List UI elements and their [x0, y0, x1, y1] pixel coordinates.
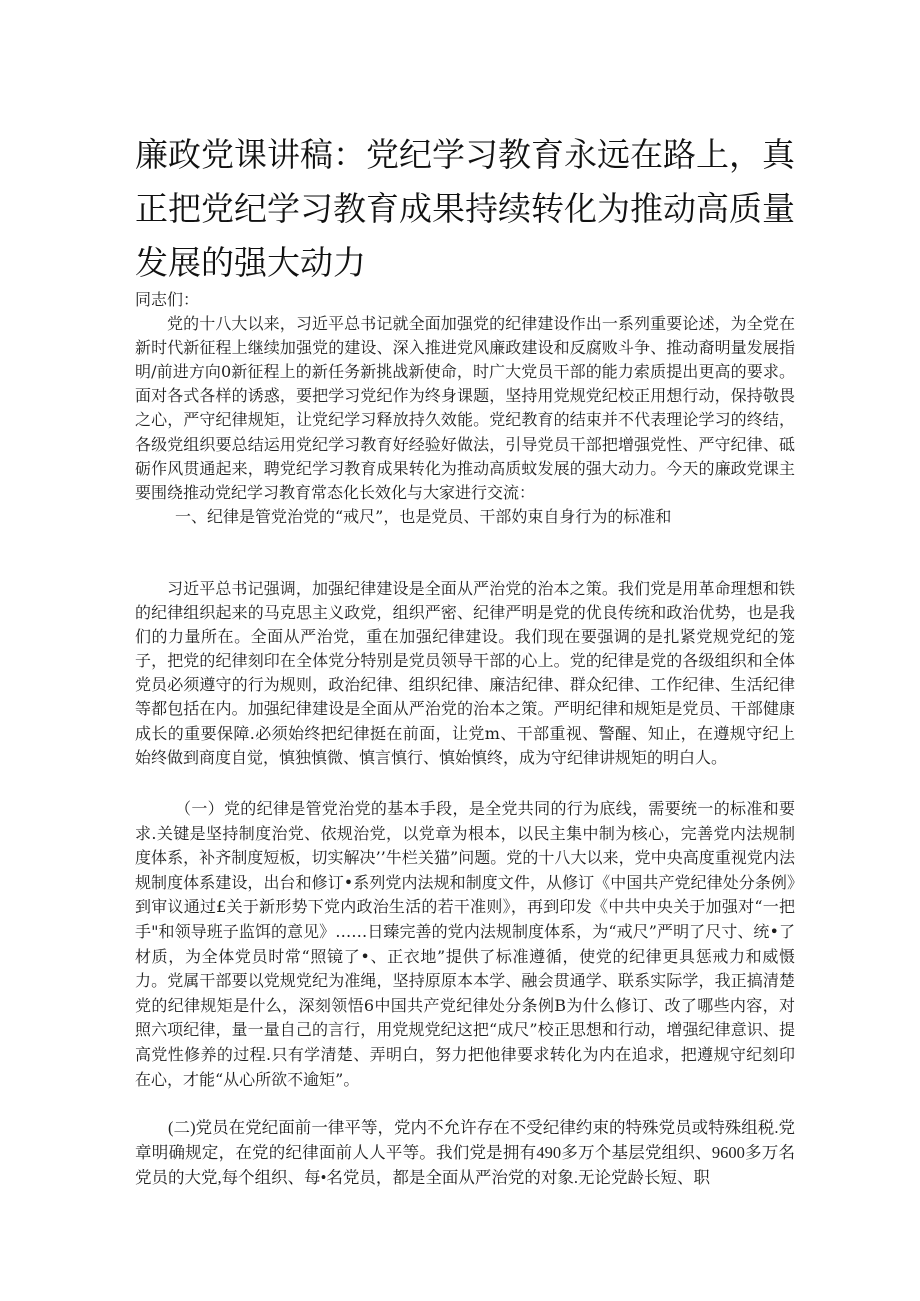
subsection-one-paragraph: （一）党的纪律是管党治党的基本手段，是全党共同的行为底线，需要统一的标准和要求.关键是坚持制度治党、依规治党，以党章为根本，以民主集中制为核心，完善党内法规制度体系，补齐制度短板，切实解决’’牛栏关猫”问题。党的十八大以来，党中央高度重视党内法规制度体系建设，出台和修订•系列党内法规和制度文件，从修订《中国共产党纪律处分条例》到审议通过£关于新形势下党内政治生活的若干准则》，再到印发《中共中央关于加强对“一把手"和领导班子监饵的意见》……日臻完善的党内法规制度体系，为“戒尺”严明了尺寸、统•了材质，为全体党员时常“照镜了•、正衣地”提供了标准遵循，使党的纪律更具惩戒力和威慑力。党属干部要以党规党纪为准绳，坚持原原本本学、融会贯通学、联系实际学，我正搞清楚党的纪律规矩是什么，深刻领悟6中国共产党纪律处分条例B为什么修订、改了哪些内容，对照六项纪律，量一量自己的言行，用党规党纪这把“成尺”校正思想和行动，增强纪律意识、提高党性修养的过程.只有学清楚、弄明白，努力把他律要求转化为内在追求，把遵规守纪刻印在心，才能“从心所欲不逾矩”。 — [135, 799, 795, 1089]
section-heading-one: 一、纪律是管党治党的“戒尺”，也是党员、干部妁束自身行为的标准和 — [175, 506, 672, 526]
paragraph-discipline-strategy: 习近平总书记强调，加强纪律建设是全面从严治党的治本之策。我们党是用革命理想和铁的纪律组织起来的马克思主义政党，组织严密、纪律严明是党的优良传统和政治优势，也是我们的力量所在。全面从严治党，重在加强纪律建设。我们现在要强调的是扎紧党规党纪的笼子，把党的纪律刻印在全体党分特别是党员领导干部的心上。党的纪律是党的各级组织和全体党员必须遵守的行为规则，政治纪律、组织纪律、廉洁纪律、群众纪律、工作纪律、生活纪律等都包括在内。加强纪律建设是全面从严治党的治本之策。严明纪律和规矩是党员、干部健康成长的重要保障.必须始终把纪律挺在前面，让党m、干部重视、警醒、知止，在遵规守纪上始终做到商度自觉，慎独慎微、慎言慎行、慎始慎终，成为守纪律讲规矩的明白人。 — [135, 579, 795, 767]
intro-paragraph: 党的十八大以来，习近平总书记就全面加强党的纪律建设作出一系列重要论述，为全党在新时代新征程上继续加强党的建设、深入推进党风廉政建设和反腐败斗争、推动裔明量发展指明/前进方向0新征程上的新任务新挑战新使命，时广大党员干部的能力索质提出更高的要求。面对各式各样的诱惑，要把学习党纪作为终身课题，坚持用党规党纪校正用想行动，保持敬畏之心，严守纪律规矩，让党纪学习释放持久效能。党纪教育的结束并不代表理论学习的终结，各级党组织要总结运用党纪学习教育好经验好做法，引导党员干部把增强党性、严守纪律、砥砺作风贯通起来，聘党纪学习教育成果转化为推动高质蚊发展的强大动力。今天的廉政党课主要围绕推动党纪学习教育常态化长效化与大家进行交流： — [135, 314, 795, 502]
document-title: 廉政党课讲稿：党纪学习教育永远在路上，真正把党纪学习教育成果持续转化为推动高质量发展的强大动力 — [135, 135, 795, 282]
greeting-line: 同志们： — [135, 290, 200, 309]
subsection-one-block — [135, 797, 795, 1092]
paragraph-discipline-strategy-block — [135, 577, 795, 770]
document-body-intro — [135, 288, 795, 529]
subsection-two-paragraph: (二)党员在党纪面前一律平等，党内不允许存在不受纪律约束的特殊党员或特殊组税.党章明确规定，在党的纪律面前人人平等。我们党是拥有490多万个基层党组织、9600多万名党员的大党,每个组织、每•名党员，都是全面从严治党的对象.无论党龄长短、职 — [135, 1118, 795, 1187]
subsection-two-block — [135, 1115, 795, 1190]
